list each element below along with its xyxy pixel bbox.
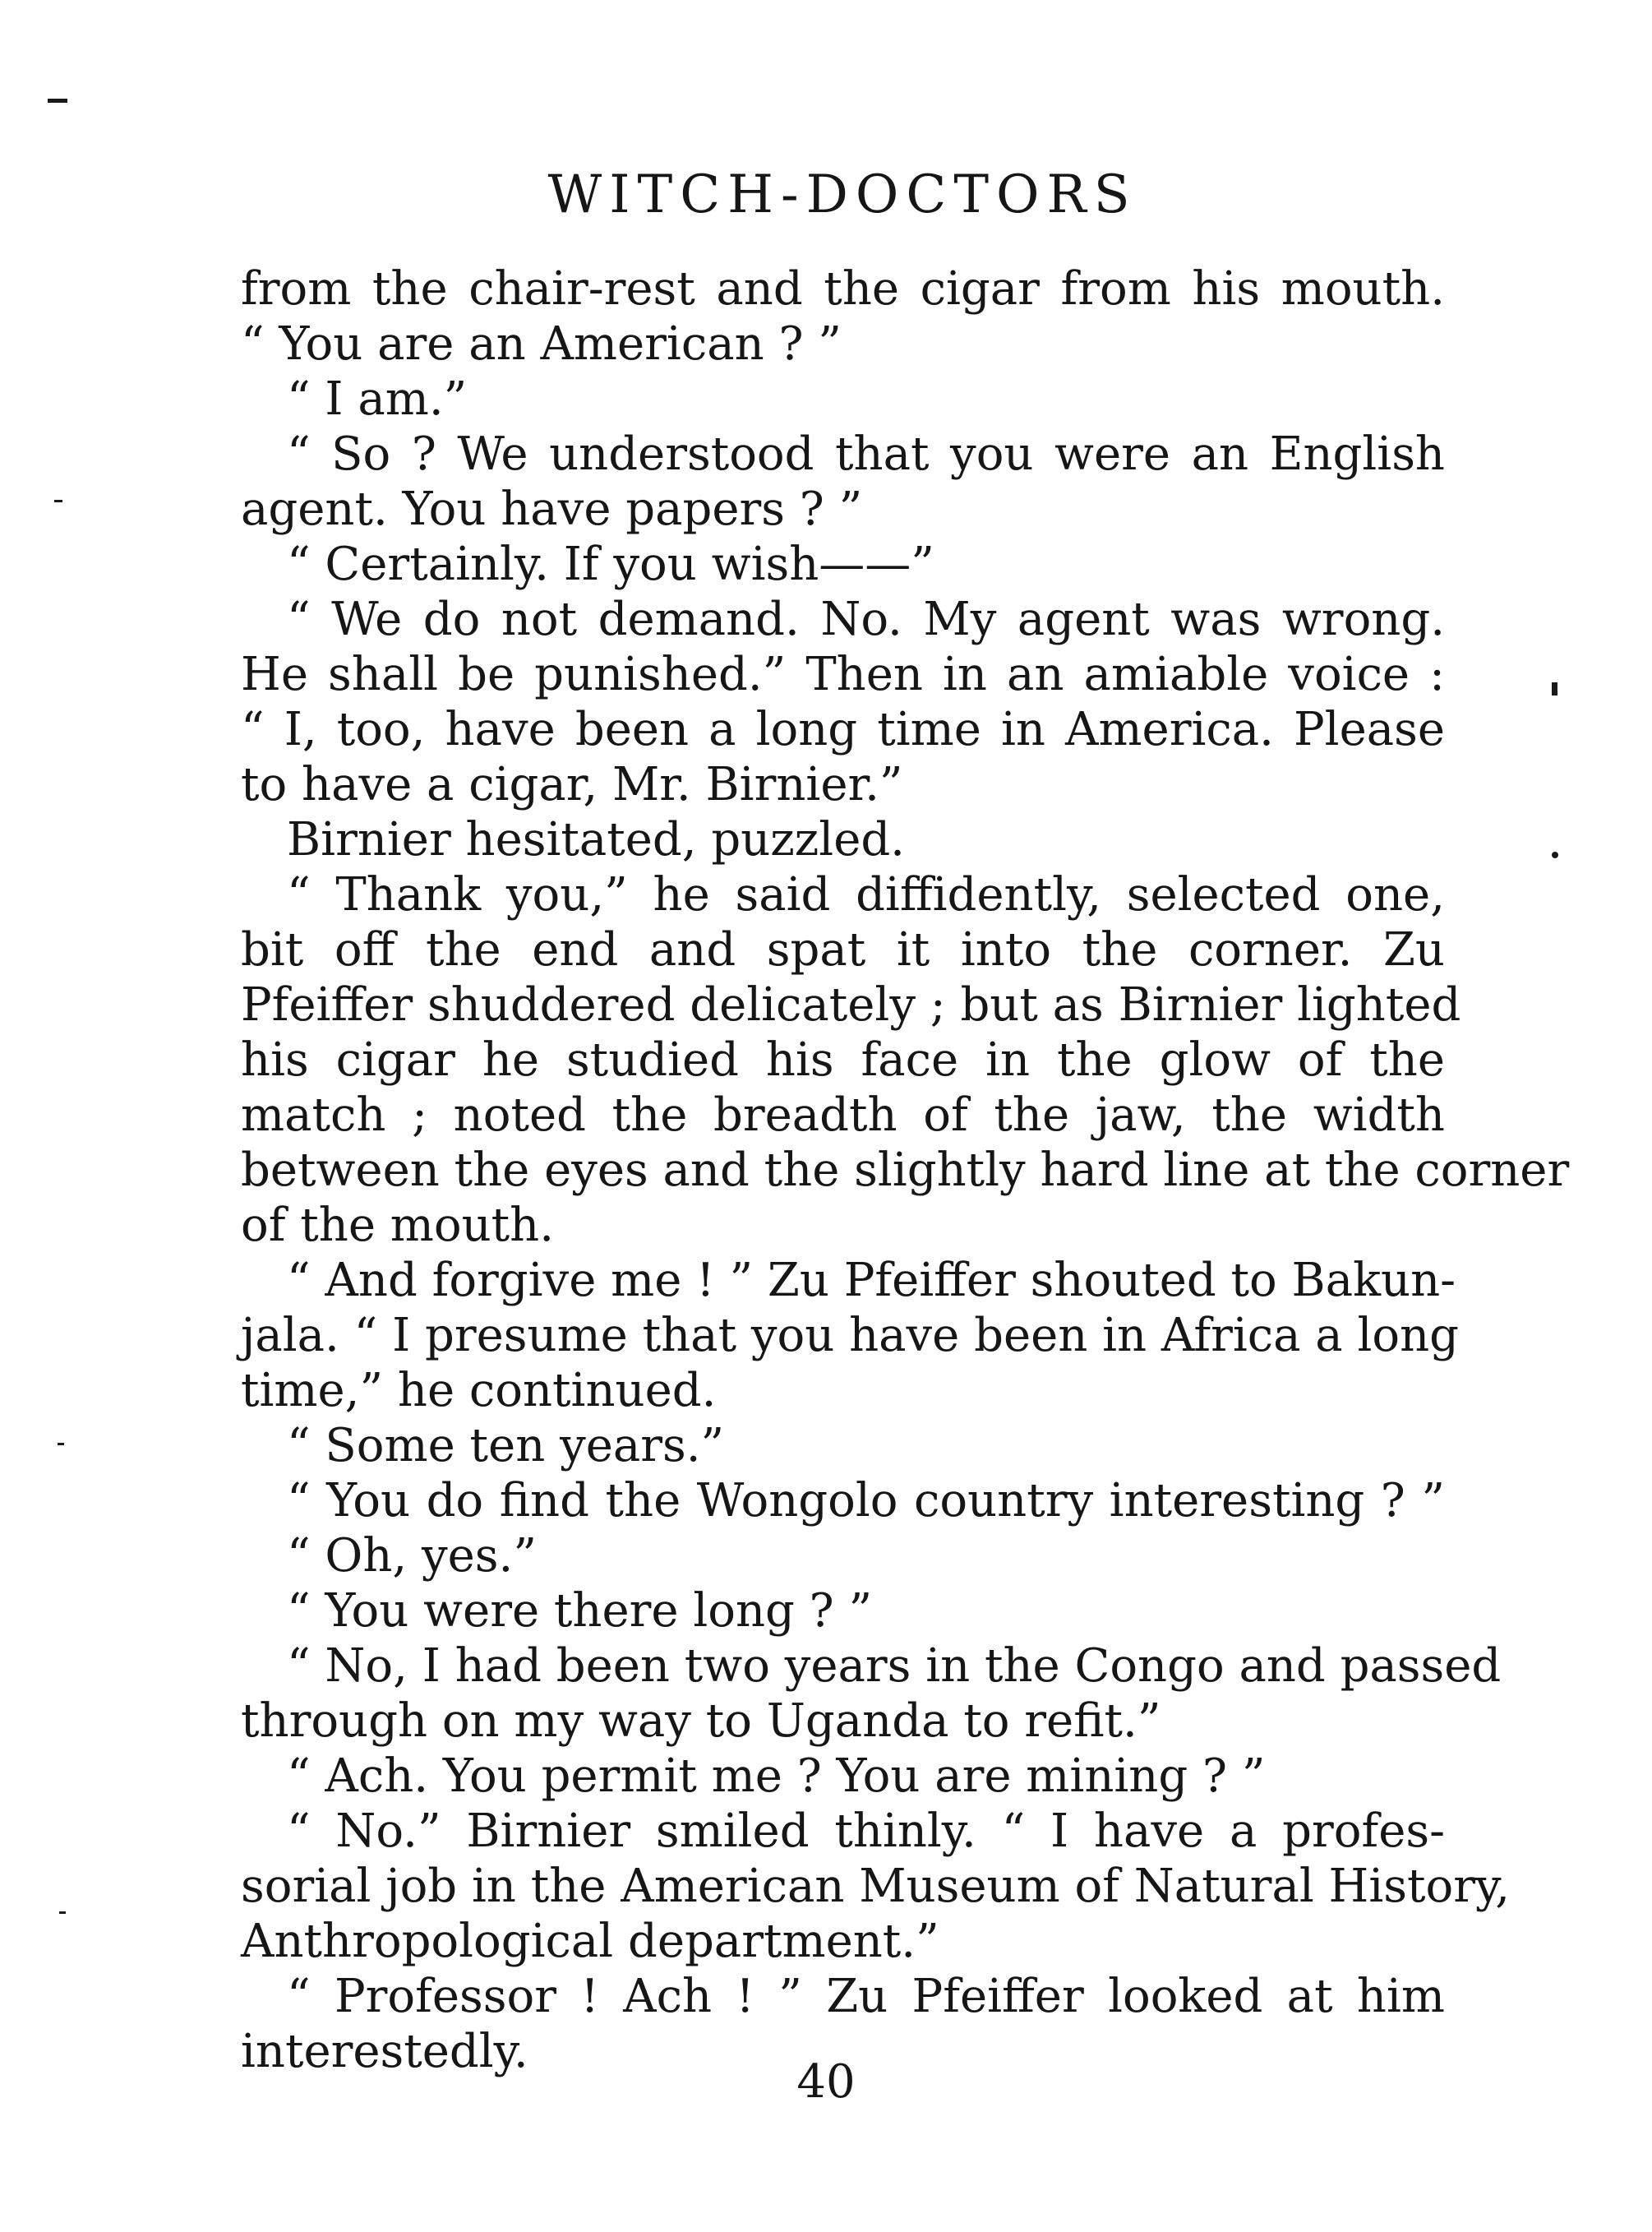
text-line: interestedly.	[241, 2025, 528, 2078]
text-line: between the eyes and the slightly hard line at the corner	[241, 1144, 1570, 1197]
body-text	[241, 261, 1570, 2079]
text-line: “ Certainly. If you wish——”	[287, 538, 934, 591]
text-line: through on my way to Uganda to refit.”	[241, 1694, 1161, 1748]
text-line: “ I, too, have been a long time in America. Please	[241, 703, 1445, 756]
scan-speck	[58, 1443, 64, 1445]
text-line: “ You are an American ? ”	[241, 317, 842, 371]
text-line: “ Professor ! Ach ! ” Zu Pfeiffer looked at him	[287, 1970, 1445, 2023]
running-head: WITCH-DOCTORS	[547, 164, 1137, 225]
text-line: “ You do find the Wongolo country interesting ? ”	[287, 1474, 1445, 1527]
text-line: “ Thank you,” he said diffidently, selected one,	[287, 868, 1445, 922]
text-line: to have a cigar, Mr. Birnier.”	[241, 758, 903, 811]
scan-speck	[59, 1911, 66, 1914]
text-line: Birnier hesitated, puzzled.	[287, 813, 905, 866]
text-line: “ You were there long ? ”	[287, 1584, 873, 1638]
text-line: Anthropological department.”	[241, 1915, 939, 1968]
scan-speck	[54, 500, 62, 502]
text-line: of the mouth.	[241, 1199, 555, 1252]
text-line: “ And forgive me ! ” Zu Pfeiffer shouted to Bakun-	[287, 1254, 1456, 1307]
text-line: “ We do not demand. No. My agent was wrong.	[287, 593, 1445, 646]
text-line: “ So ? We understood that you were an English	[287, 427, 1445, 481]
text-line: time,” he continued.	[241, 1364, 717, 1417]
text-line: “ Ach. You permit me ? You are mining ? ”	[287, 1749, 1266, 1803]
text-line: match ; noted the breadth of the jaw, the width	[241, 1088, 1445, 1142]
text-line: “ No, I had been two years in the Congo and passed	[287, 1639, 1502, 1693]
text-line: “ Oh, yes.”	[287, 1529, 537, 1583]
text-line: “ No.” Birnier smiled thinly. “ I have a profes-	[287, 1805, 1445, 1858]
scan-speck	[1552, 852, 1558, 858]
text-line: sorial job in the American Museum of Natural History,	[241, 1860, 1511, 1913]
text-line: bit off the end and spat it into the corner. Zu	[241, 923, 1445, 977]
scan-speck	[48, 99, 67, 103]
text-line: “ Some ten years.”	[287, 1419, 725, 1472]
text-line: jala. “ I presume that you have been in Africa a long	[241, 1309, 1460, 1362]
text-line: Pfeiffer shuddered delicately ; but as Birnier lighted	[241, 978, 1461, 1032]
text-line: He shall be punished.” Then in an amiable voice :	[241, 648, 1445, 701]
page-number: 40	[796, 2055, 856, 2109]
text-line: “ I am.”	[287, 372, 468, 426]
text-line: agent. You have papers ? ”	[241, 483, 863, 536]
text-line: his cigar he studied his face in the glow of the	[241, 1033, 1445, 1087]
text-line: from the chair-rest and the cigar from his mouth.	[241, 262, 1445, 316]
scan-speck	[1552, 682, 1557, 695]
